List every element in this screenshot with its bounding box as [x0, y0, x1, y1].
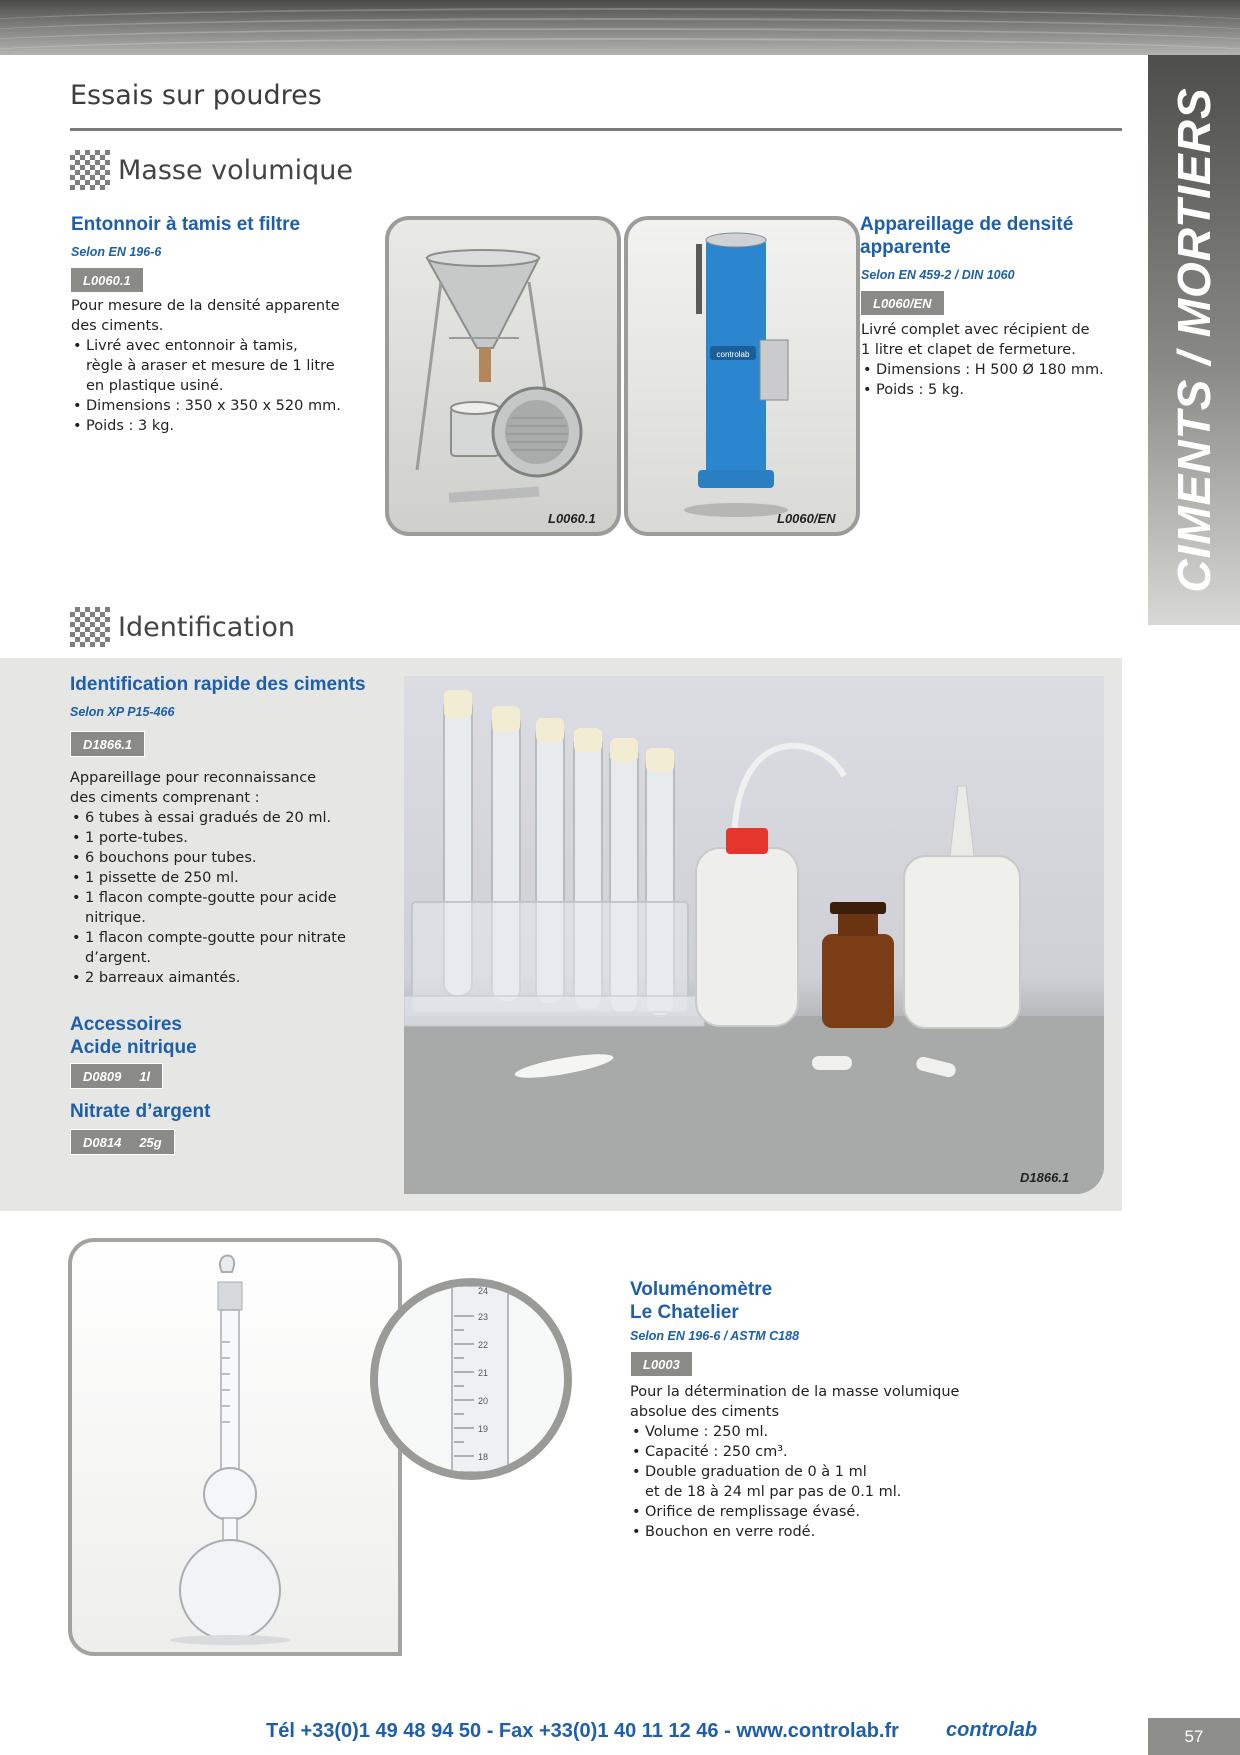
footer-logo: controlab: [946, 1719, 1038, 1741]
checker-icon: [70, 150, 110, 190]
flask-illustration: [72, 1242, 398, 1652]
spec-line: en plastique usiné.: [86, 378, 224, 394]
scale-tick-label: 19: [478, 1424, 489, 1434]
scale-tick-label: 20: [478, 1396, 489, 1406]
description-line: absolue des ciments: [630, 1404, 780, 1420]
description-line: 1 litre et clapet de fermeture.: [861, 342, 1076, 358]
spec-item: [70, 868, 400, 888]
spec-item: [71, 416, 381, 436]
title-line: Voluménomètre: [630, 1279, 773, 1300]
chapter-side-tab: [1148, 55, 1240, 625]
product-reference: L0060/EN: [860, 290, 945, 316]
page-number: 57: [1148, 1718, 1240, 1755]
spec-line: Dimensions : 350 x 350 x 520 mm.: [86, 398, 341, 414]
spec-line: Bouchon en verre rodé.: [645, 1524, 816, 1540]
title-line: Appareillage de densité: [860, 214, 1074, 235]
spec-item: [861, 360, 1146, 380]
description-line: Appareillage pour reconnaissance: [70, 770, 317, 786]
spec-item: [71, 396, 381, 416]
description-line: des ciments.: [71, 318, 164, 334]
title-divider: [70, 128, 1122, 131]
spec-item: [70, 928, 400, 968]
description-line: Pour mesure de la densité apparente: [71, 298, 340, 314]
product-title: Entonnoir à tamis et filtre: [71, 214, 301, 235]
footer-contact: Tél +33(0)1 49 48 94 50 - Fax +33(0)1 40 11 12 46 - www.controlab.fr: [266, 1720, 899, 1742]
spec-line: 6 bouchons pour tubes.: [85, 850, 257, 866]
scale-tick-label: 24: [478, 1286, 489, 1296]
spec-item: [70, 848, 400, 868]
spec-line: 2 barreaux aimantés.: [85, 970, 241, 986]
spec-line: 1 flacon compte-goutte pour acide: [85, 890, 337, 906]
product-norm: Selon EN 196-6: [71, 245, 162, 259]
density-apparatus-photo: [624, 216, 860, 536]
product-title: [860, 213, 1073, 259]
spec-line: règle à araser et mesure de 1 litre: [86, 358, 335, 374]
spec-item: [630, 1442, 1060, 1462]
top-banner: [0, 0, 1240, 55]
spec-line: Poids : 3 kg.: [86, 418, 175, 434]
cylinder-illustration: [628, 220, 856, 532]
product-reference: L0060.1: [70, 267, 144, 293]
accessories-title: [70, 1013, 197, 1059]
chapter-label: CIMENTS / MORTIERS: [1168, 87, 1220, 593]
spec-item: [70, 888, 400, 928]
subsection-title: Identification: [118, 611, 296, 643]
accessory-title: Nitrate d’argent: [70, 1101, 211, 1122]
title-line: Acide nitrique: [70, 1037, 197, 1058]
spec-line: 6 tubes à essai gradués de 20 ml.: [85, 810, 332, 826]
graduation-scale: [378, 1286, 564, 1472]
title-line: Le Chatelier: [630, 1302, 739, 1323]
description-line: des ciments comprenant :: [70, 790, 260, 806]
photo-caption: D1866.1: [1020, 1170, 1070, 1185]
spec-line: Poids : 5 kg.: [876, 382, 965, 398]
accessory-reference: [70, 1129, 175, 1155]
masse-volumique-heading: [70, 150, 353, 190]
spec-item: [70, 968, 400, 988]
identification-kit-photo: [404, 676, 1104, 1194]
spec-line: d’argent.: [85, 950, 152, 966]
spec-line: Livré avec entonnoir à tamis,: [86, 338, 298, 354]
product-reference: D1866.1: [70, 731, 145, 757]
spec-line: Dimensions : H 500 Ø 180 mm.: [876, 362, 1104, 378]
product-description: [861, 320, 1146, 400]
scale-tick-label: 22: [478, 1340, 489, 1350]
kit-illustration: [404, 676, 1104, 1194]
spec-line: et de 18 à 24 ml par pas de 0.1 ml.: [645, 1484, 902, 1500]
graduation-zoom: [370, 1278, 572, 1480]
spec-line: Volume : 250 ml.: [645, 1424, 769, 1440]
product-title: Identification rapide des ciments: [70, 674, 366, 695]
title-line: apparente: [860, 237, 951, 258]
spec-item: [630, 1462, 1060, 1502]
photo-caption: L0060/EN: [777, 511, 836, 526]
identification-heading: [70, 607, 295, 647]
spec-line: 1 flacon compte-goutte pour nitrate: [85, 930, 346, 946]
product-title: [630, 1278, 772, 1324]
product-description: [71, 296, 381, 436]
checker-icon: [70, 607, 110, 647]
spec-item: [630, 1522, 1060, 1542]
photo-caption: L0060.1: [548, 511, 596, 526]
product-description: [70, 768, 400, 988]
spec-item: [70, 828, 400, 848]
reference-code: D0814: [83, 1135, 122, 1150]
product-norm: Selon XP P15-466: [70, 705, 175, 719]
spec-item: [861, 380, 1146, 400]
product-reference: L0003: [630, 1351, 693, 1377]
spec-line: Double graduation de 0 à 1 ml: [645, 1464, 867, 1480]
title-line: Accessoires: [70, 1014, 182, 1035]
reference-quantity: 1l: [139, 1069, 151, 1084]
product-norm: Selon EN 459-2 / DIN 1060: [861, 268, 1015, 282]
spec-item: [71, 336, 381, 396]
volumenometer-photo: [68, 1238, 402, 1656]
funnel-illustration: [389, 220, 617, 532]
description-line: Pour la détermination de la masse volumique: [630, 1384, 960, 1400]
reference-code: D0809: [83, 1069, 122, 1084]
spec-item: [70, 808, 400, 828]
scale-tick-label: 21: [478, 1368, 489, 1378]
spec-line: Capacité : 250 cm³.: [645, 1444, 788, 1460]
subsection-title: Masse volumique: [118, 154, 353, 186]
product-description: [630, 1382, 1060, 1542]
funnel-photo: [385, 216, 621, 536]
spec-line: 1 porte-tubes.: [85, 830, 188, 846]
spec-item: [630, 1502, 1060, 1522]
spec-item: [630, 1422, 1060, 1442]
spec-line: nitrique.: [85, 910, 146, 926]
product-norm: Selon EN 196-6 / ASTM C188: [630, 1329, 800, 1343]
spec-line: Orifice de remplissage évasé.: [645, 1504, 860, 1520]
accessory-reference: [70, 1063, 163, 1089]
description-line: Livré complet avec récipient de: [861, 322, 1090, 338]
page-title: Essais sur poudres: [70, 80, 322, 111]
scale-tick-label: 23: [478, 1312, 489, 1322]
scale-tick-label: 18: [478, 1452, 489, 1462]
spec-line: 1 pissette de 250 ml.: [85, 870, 239, 886]
reference-quantity: 25g: [139, 1135, 162, 1150]
device-brand-label: controlab: [716, 350, 750, 359]
